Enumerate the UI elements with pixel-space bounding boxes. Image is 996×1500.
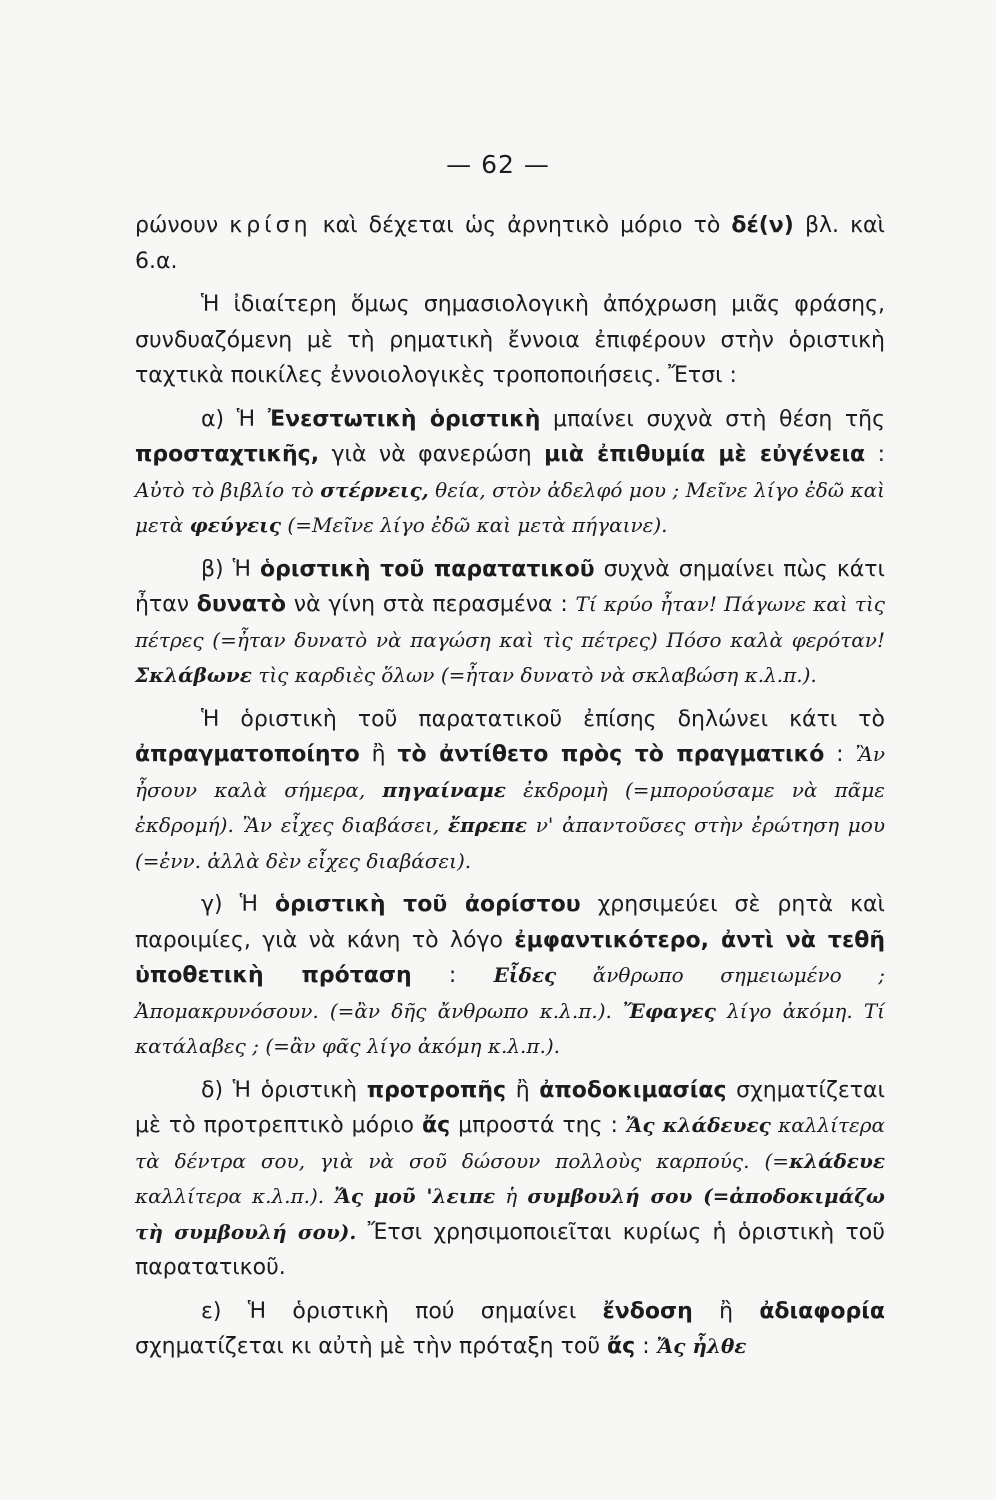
bold-term: ἐμφαντικότερο, ἀντὶ νὰ τεθῆ ὑποθετικὴ πρόταση <box>135 927 885 988</box>
example-text: ἡ <box>495 1184 528 1208</box>
text-run: Ἡ ἰδιαίτερη ὅμως σημασιολογικὴ ἀπόχρωση μιᾶς φράσης, συνδυαζόμενη μὲ τὴ ρηματικὴ ἔννοια ἐπιφέρουν στὴν ὁριστικὴ ταχτικὰ ποικίλες ἐννοιολογικὲς τροποποιήσεις. Ἔτσι : <box>135 292 885 388</box>
text-run: : <box>865 442 886 467</box>
text-run: β) Ἡ <box>201 556 261 582</box>
example-bold: Ἄς μοῦ 'λειπε <box>334 1184 496 1208</box>
example-text: ἐκδρομὴ (=μπορούσαμε νὰ πᾶμε ἐκδρομή). Ἂν εἶχες διαβάσει, <box>135 777 886 837</box>
example-bold: συμβουλή σου (=ἀποδοκιμάζω τὴ συμβουλή σου). <box>135 1184 885 1244</box>
text-run: Ἔτσι χρησιμοποιεῖται κυρίως ἡ ὁριστικὴ τοῦ παρατατικοῦ. <box>135 1219 885 1280</box>
spaced-term: κρίση <box>229 213 312 238</box>
text-run: μπροστά της : <box>450 1113 626 1138</box>
paragraph-beta <box>135 552 885 694</box>
example-text: καλλίτερα τὰ δέντρα σου, γιὰ νὰ σοῦ δώσουν πολλοὺς καρπούς. (= <box>135 1113 885 1173</box>
bold-term: ἀπραγματοποίητο <box>135 742 360 767</box>
example-text: θεία, στὸν ἀδελφό μου ; Μεῖνε λίγο ἐδῶ καὶ μετὰ <box>135 477 886 537</box>
bold-term: προσταχτικῆς, <box>135 442 320 467</box>
text-run: ἢ <box>359 742 398 767</box>
bold-term: δέ(ν) <box>731 213 794 238</box>
example-text: λίγο ἀκόμη. Τί κατάλαβες ; (=ἂν φᾶς λίγο ἀκόμη κ.λ.π.). <box>135 998 885 1058</box>
example-text: καὶ τὶς πέτρες (=ἦταν δυνατὸ νὰ παγώση καὶ τὶς πέτρες) <box>135 592 885 652</box>
paragraph-continuation <box>135 208 885 279</box>
text-run: νὰ γίνη στὰ περασμένα : <box>286 592 576 617</box>
bold-term: ἔνδοση <box>602 1298 693 1324</box>
example-text: (=Μεῖνε λίγο ἐδῶ καὶ μετὰ πήγαινε). <box>281 513 668 537</box>
paragraph-beta-2 <box>135 702 885 880</box>
example-text: καλλίτερα κ.λ.π.). <box>135 1184 335 1208</box>
bold-term: ἄς <box>421 1113 451 1138</box>
example-text: Ἂν ἦσουν καλὰ σήμερα, <box>135 742 885 802</box>
text-run: μπαίνει συχνὰ στὴ θέση τῆς <box>540 406 886 432</box>
text-run: ἢ <box>692 1298 760 1324</box>
bold-term: προτροπῆς <box>366 1077 507 1103</box>
example-bold: Ἔφαγες <box>623 998 716 1023</box>
text-run: σχηματίζεται κι αὐτὴ μὲ τὴν πρόταξη τοῦ <box>135 1334 608 1359</box>
text-run: ε) Ἡ ὁριστικὴ πού σημαίνει <box>201 1298 603 1324</box>
text-run: ρώνουν <box>135 213 230 238</box>
example-text: ν' ἀπαντοῦσες στὴν ἐρώτηση μου (=ἐνν. ἀλλὰ δὲν εἶχες διαβάσει). <box>135 813 885 873</box>
example-bold: κλάδευε <box>789 1148 885 1173</box>
example-text: ἄνθρωπο σημειωμένο ; Ἀπομακρυνόσουν. (=ἂν δῆς ἄνθρωπο κ.λ.π.). <box>135 963 886 1023</box>
example-bold: Σκλάβωνε <box>135 663 252 687</box>
text-run: α) Ἡ <box>201 406 268 432</box>
bold-term: ἄς <box>607 1334 636 1359</box>
example-bold: στέρνεις, <box>320 477 429 502</box>
page-number: — 62 — <box>446 150 550 179</box>
example-text: Πόσο καλὰ φερόταν! <box>666 627 885 652</box>
bold-term: μιὰ ἐπιθυμία μὲ εὐγένεια <box>544 442 866 467</box>
text-run: σχηματίζεται μὲ τὸ προτρεπτικὸ μόριο <box>135 1077 885 1138</box>
bold-term: δυνατὸ <box>196 592 286 617</box>
bold-term: τὸ ἀντίθετο πρὸς τὸ πραγματικό <box>397 742 825 767</box>
paragraph-intro <box>135 287 885 394</box>
text-run: γ) Ἡ <box>201 892 276 917</box>
text-run: δ) Ἡ ὁριστικὴ <box>201 1077 367 1103</box>
text-run: : <box>635 1334 657 1359</box>
text-run: ἢ <box>506 1077 540 1103</box>
text-run: βλ. καὶ 6.α. <box>135 213 886 274</box>
text-run: : <box>411 963 494 988</box>
example-bold: πηγαίναμε <box>382 777 506 802</box>
example-text: τὶς καρδιὲς ὅλων (=ἦταν δυνατὸ νὰ σκλαβώση κ.λ.π.). <box>251 663 817 687</box>
text-run: : <box>824 742 856 767</box>
bold-term: ὁριστικὴ τοῦ ἀορίστου <box>275 892 581 917</box>
paragraph-alpha <box>135 402 885 544</box>
example-bold: Εἶδες <box>493 963 557 987</box>
example-bold: φεύγεις <box>189 513 282 537</box>
paragraph-delta <box>135 1073 885 1286</box>
example-bold: Ἄς ἦλθε <box>656 1334 747 1358</box>
example-bold: Ἄς κλάδευες <box>625 1113 771 1137</box>
bold-term: ἀποδοκιμασίας <box>539 1077 727 1103</box>
page-body <box>135 208 885 1373</box>
example-text: Αὐτὸ τὸ βιβλίο τὸ <box>135 477 321 502</box>
text-run: Ἡ ὁριστικὴ τοῦ παρατατικοῦ ἐπίσης δηλώνει κάτι τὸ <box>201 706 885 732</box>
example-text: Τί κρύο ἦταν! Πάγωνε <box>575 592 807 616</box>
paragraph-gamma <box>135 887 885 1065</box>
text-run: γιὰ νὰ φανερώση <box>319 442 545 467</box>
paragraph-epsilon <box>135 1294 885 1365</box>
text-run: καὶ δέχεται ὡς ἀρνητικὸ μόριο τὸ <box>311 213 732 238</box>
example-bold: ἔπρεπε <box>447 813 527 837</box>
bold-term: ὁριστικὴ τοῦ παρατατικοῦ <box>260 556 595 582</box>
text-run: συχνὰ σημαίνει πὼς κάτι ἦταν <box>135 556 885 617</box>
bold-term: Ἐνεστωτικὴ ὁριστικὴ <box>267 406 541 432</box>
text-run: χρησιμεύει σὲ ρητὰ καὶ παροιμίες, γιὰ νὰ κάνη τὸ λόγο <box>135 892 885 953</box>
bold-term: ἀδιαφορία <box>759 1298 885 1324</box>
